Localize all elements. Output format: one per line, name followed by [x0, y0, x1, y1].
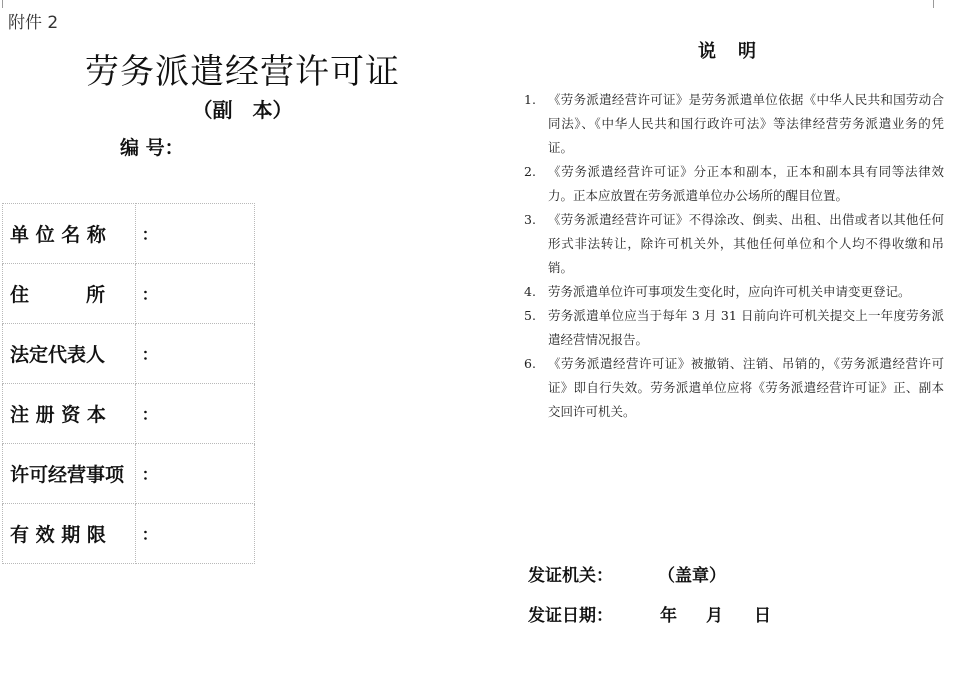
note-number: 2. [524, 164, 536, 179]
note-number: 5. [524, 308, 536, 323]
seal-placeholder: （盖章） [658, 566, 726, 586]
note-text: 《劳务派遣经营许可证》被撤销、注销、吊销的，《劳务派遣经营许可证》即自行失效。劳务派遣单位应将《劳务派遣经营许可证》正、副本交回许可机关。 [548, 356, 944, 419]
field-label-validity [3, 504, 136, 564]
page-title: 劳务派遣经营许可证 [85, 52, 400, 92]
attachment-label: 附件 2 [8, 13, 59, 33]
serial-number-label: 编 号： [120, 137, 184, 159]
note-number: 4. [524, 284, 536, 299]
field-label-text: 单 位 名 称 [10, 224, 106, 246]
issuing-authority-label: 发证机关： [528, 566, 613, 586]
date-year-label: 年 [660, 606, 677, 626]
field-value-capital[interactable]: ： [135, 384, 254, 444]
field-value-unit-name[interactable]: ： [135, 204, 254, 264]
list-item [524, 304, 944, 352]
date-day-label: 日 [754, 606, 771, 626]
table-row [3, 384, 255, 444]
field-label-unit-name [3, 204, 136, 264]
list-item [524, 160, 944, 208]
notes-heading: 说明 [698, 41, 778, 62]
crop-mark-right [933, 0, 934, 8]
field-value-legal-rep[interactable]: ： [135, 324, 254, 384]
table-row [3, 324, 255, 384]
field-label-capital [3, 384, 136, 444]
note-number: 6. [524, 356, 536, 371]
table-row [3, 504, 255, 564]
field-label-text: 住 所 [10, 284, 106, 306]
field-label-scope [3, 444, 136, 504]
date-month-label: 月 [706, 606, 723, 626]
license-info-table [2, 203, 255, 564]
list-item [524, 208, 944, 280]
field-value-address[interactable]: ： [135, 264, 254, 324]
crop-mark-left [2, 0, 3, 8]
field-label-legal-rep [3, 324, 136, 384]
note-text: 劳务派遣单位许可事项发生变化时，应向许可机关申请变更登记。 [548, 284, 911, 299]
field-label-text: 注 册 资 本 [10, 404, 106, 426]
field-label-text: 有 效 期 限 [10, 524, 106, 546]
field-label-text: 许可经营事项 [10, 464, 125, 486]
note-text: 《劳务派遣经营许可证》是劳务派遣单位依据《中华人民共和国劳动合同法》、《中华人民共和国行政许可法》等法律经营劳务派遣业务的凭证。 [548, 92, 944, 155]
table-row [3, 444, 255, 504]
list-item [524, 280, 944, 304]
note-text: 劳务派遣单位应当于每年 3 月 31 日前向许可机关提交上一年度劳务派遣经营情况报告。 [548, 308, 944, 347]
list-item [524, 88, 944, 160]
note-number: 3. [524, 212, 536, 227]
table-row [3, 264, 255, 324]
note-number: 1. [524, 92, 536, 107]
field-label-address [3, 264, 136, 324]
note-text: 《劳务派遣经营许可证》分正本和副本，正本和副本具有同等法律效力。正本应放置在劳务派遣单位办公场所的醒目位置。 [548, 164, 944, 203]
note-text: 《劳务派遣经营许可证》不得涂改、倒卖、出租、出借或者以其他任何形式非法转让，除许可机关外，其他任何单位和个人均不得收缴和吊销。 [548, 212, 944, 275]
page-subtitle: （副 本） [192, 98, 293, 122]
issue-date-label: 发证日期： [528, 606, 613, 626]
field-label-text: 法定代表人 [10, 344, 106, 366]
table-row [3, 204, 255, 264]
field-value-scope[interactable]: ： [135, 444, 254, 504]
field-value-validity[interactable]: ： [135, 504, 254, 564]
notes-list [524, 88, 944, 424]
list-item [524, 352, 944, 424]
